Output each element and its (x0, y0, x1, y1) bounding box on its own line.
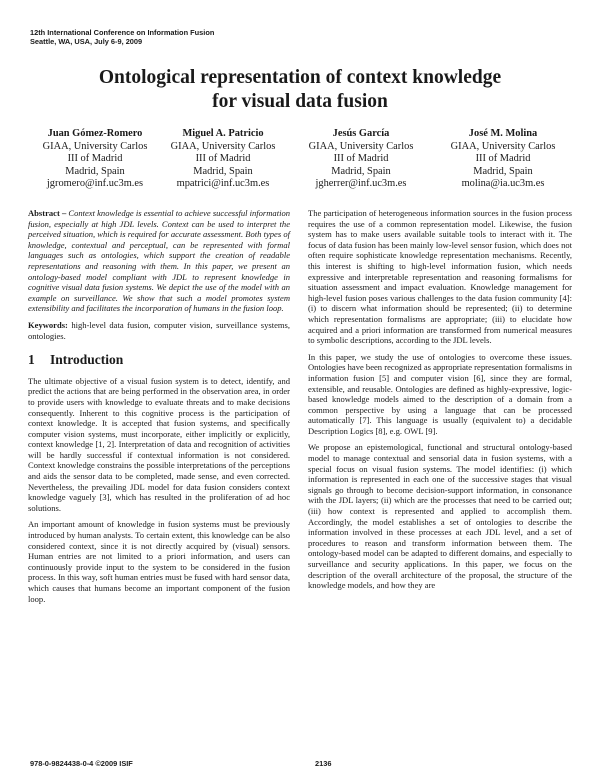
keywords (28, 320, 290, 341)
author-1 (30, 128, 160, 191)
section-heading (28, 352, 290, 368)
author-4 (436, 128, 570, 191)
author-location: Madrid, Spain (193, 165, 253, 177)
author-affiliation: GIAA, University Carlos (42, 140, 148, 152)
isbn-copyright: 978-0-9824438-0-4 ©2009 ISIF (30, 759, 133, 768)
author-name: Miguel A. Patricio (182, 128, 264, 139)
title-line-1: Ontological representation of context knowledge (98, 67, 502, 88)
conference-header (30, 28, 214, 47)
keywords-text: high-level data fusion, computer vision, surveillance systems, ontologies. (28, 319, 291, 341)
author-email: molina@ia.uc3m.es (461, 178, 545, 190)
abstract (28, 208, 290, 314)
author-affiliation-2: III of Madrid (475, 153, 531, 165)
author-2 (160, 128, 286, 191)
section-number: 1 (28, 352, 35, 368)
abstract-text: Context knowledge is essential to achieve successful information fusion, especially at high JDL levels. Context can be used to interpret the perceived situation, which is required for accurate assessment. Both types of knowledge, contextual and perceptual, can be represented with formal languages such as ontologies, which support the creation of readable representations and reasoning with them. In this paper, we present an ontology-based model compliant with JDL to represent knowledge in cognitive visual data fusion systems. We depict the use of the model with an example on surveillance. We show that such a model promotes system extensibility and facilitates the incorporation of humans in the fusion loop. (28, 208, 290, 314)
right-paragraph-2: In this paper, we study the use of ontologies to overcome these issues. Ontologies have been recognized as appropriate representation formalisms in information fusion [5] and computer vision [6], since they are formal, extensible, and reusable. Ontologies are defined as highly-expressive, logic-based knowledge models aimed to the description of a domain from a common perspective by using a language that can be processed automatically [7]. This language is usually (equivalent to) a decidable Description Logics [8], e.g. OWL [9]. (308, 351, 572, 436)
title-line-2: for visual data fusion (212, 91, 388, 112)
right-paragraph-1: The participation of heterogeneous information sources in the fusion process requires the use of a common representation model. Likewise, the fusion system has to make users available suitable tools to interact with it. The focus of data fusion has been mainly low-level sensor fusion, which does not often require sophisticate knowledge representation mechanisms. Recently, this interest is shifting to high-level information fusion, which needs expressive and interpretable representation and reasoning formalisms for situation assessment and impact evaluation. Knowledge management for high-level fusion poses various challenges to the data fusion community [4]: (i) to discern what information should be represented; (ii) to determine which representation formalisms are appropriate; (iii) to elucidate how acquired and a priori information are transformed from numerical measures to symbolic descriptions, according to the JDL levels. (308, 208, 572, 346)
author-email: jgherrer@inf.uc3m.es (315, 178, 407, 190)
author-affiliation-2: III of Madrid (195, 153, 251, 165)
conference-location-date: Seattle, WA, USA, July 6-9, 2009 (30, 37, 143, 47)
section-title: Introduction (50, 352, 124, 368)
author-location: Madrid, Spain (65, 165, 125, 177)
author-block (30, 128, 570, 191)
intro-paragraph-1: The ultimate objective of a visual fusion system is to detect, identify, and predict the actions that are being performed in the observation area, in order to provide users with knowledge to evaluate threats and to make decisions consequently. Inherent to this cognitive process is the participation of context knowledge. It is accepted that fusion systems, and specifically computer vision systems, must incorporate, either implicitly or explicitly, context knowledge [1, 2]. Interpretation of data and recognition of activities will be hardly successful if contextual information is not considered. Context knowledge constrains the possible interpretations of the perceptions and aids the sensor data to be completed, made sense, and even corrected. Nevertheless, the prevailing JDL model for data fusion considers context knowledge vaguely [3], which has resulted in the proliferation of ad hoc solutions. (28, 375, 290, 513)
keywords-label: Keywords: (28, 319, 68, 330)
author-affiliation-2: III of Madrid (333, 153, 389, 165)
author-affiliation: GIAA, University Carlos (170, 140, 276, 152)
page-number: 2136 (315, 759, 332, 768)
author-affiliation: GIAA, University Carlos (450, 140, 556, 152)
abstract-label: Abstract – (28, 208, 67, 218)
author-affiliation-2: III of Madrid (67, 153, 123, 165)
right-paragraph-3: We propose an epistemological, functional and structural ontology-based model to manage contextual and sensorial data in fusion systems, with a special focus on visual fusion systems. The model identifies: (i) which information is represented in each one of the successive stages that visual signals go through to become decision-support information, in consonance with the JDL layers; (ii) which are the processes that need to be carried out; (iii) how context is represented and applied to accomplish them. Accordingly, the model establishes a set of ontologies to describe the information involved in these processes at each JDL level, and a set of procedures to reason and transform information between them. The ontology-based model can be adapted to different domains, and especially to surveillance and security applications. In this paper, we focus on the description of the overall architecture of the proposal, the structure of the knowledge models, and how they are (308, 442, 572, 591)
author-location: Madrid, Spain (473, 165, 533, 177)
author-affiliation: GIAA, University Carlos (308, 140, 414, 152)
author-email: jgromero@inf.uc3m.es (46, 178, 144, 190)
left-column (28, 208, 290, 610)
right-column (308, 208, 572, 597)
author-name: José M. Molina (468, 128, 538, 139)
conference-name: 12th International Conference on Information Fusion (30, 28, 215, 37)
author-name: Jesús García (332, 128, 390, 139)
paper-title (30, 66, 570, 114)
author-3 (286, 128, 436, 191)
intro-paragraph-2: An important amount of knowledge in fusion systems must be previously introduced by human analysts. To certain extent, this knowledge can be also considered context, since it is not directly acquired by (visual) sensors. Human entries are not limited to a priori information, and users can continuously provide input to the system to be considered in the fusion process. In this way, soft human entries must be fused with hard sensor data, which causes that humans become an important component of the fusion loop. (28, 519, 290, 604)
author-name: Juan Gómez-Romero (47, 128, 143, 139)
author-location: Madrid, Spain (331, 165, 391, 177)
author-email: mpatrici@inf.uc3m.es (176, 178, 270, 190)
